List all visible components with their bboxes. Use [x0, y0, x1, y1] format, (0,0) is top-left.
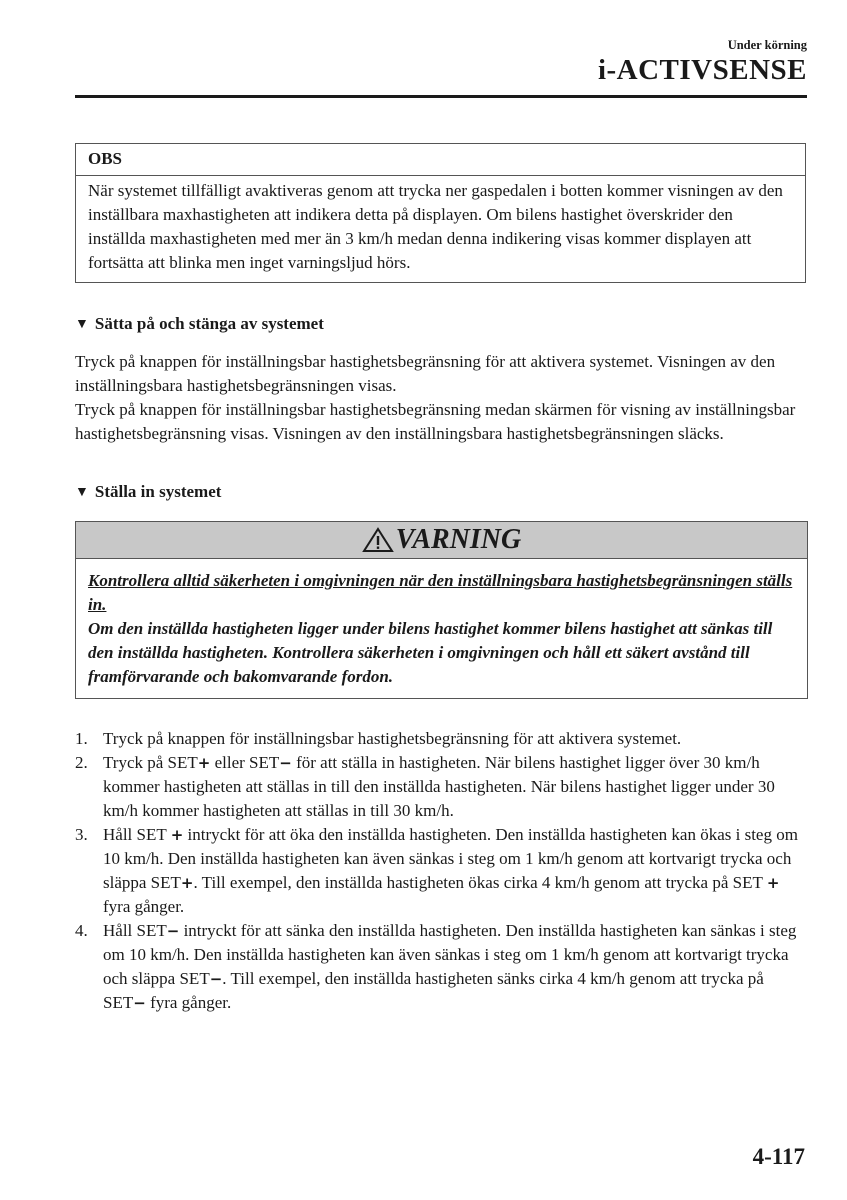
step-text: . Till exempel, den inställda hastigheten sänks cirka 4 km/h genom att trycka på SET — [103, 969, 764, 1012]
minus-icon: − — [279, 754, 292, 772]
plus-icon: + — [170, 826, 184, 844]
step-text: Håll SET — [103, 921, 167, 940]
plus-icon: + — [766, 874, 780, 892]
running-header-title: i-ACTIVSENSE — [597, 54, 807, 86]
step-text: intryckt för att sänka den inställda hastigheten. Den inställda hastigheten kan sänkas i steg om 10 km/h. Den inställda hastigheten kan även sänkas i steg om 1 km/h genom att kortvarigt trycka och släppa SET — [103, 921, 797, 988]
minus-icon: − — [209, 970, 223, 988]
step-text: Tryck på SET — [103, 753, 198, 772]
obs-title: OBS — [76, 144, 805, 176]
step-item — [75, 823, 810, 919]
obs-note-box — [75, 143, 806, 283]
step-number: 4. — [75, 921, 88, 940]
step-text: för att ställa in hastigheten. När bilens hastighet ligger över 30 km/h kommer hastigheten att ställas in till den inställda hastigheten. När bilens hastighet ligger under 30 km/h kommer hastigheten att ställas in till 30 km/h. — [103, 753, 775, 820]
plus-icon: + — [180, 874, 194, 892]
plus-icon: + — [197, 754, 211, 772]
running-header-section: Under körning — [727, 38, 807, 52]
warning-body — [76, 559, 807, 698]
step-text: Håll SET — [103, 825, 167, 844]
step-text: intryckt för att öka den inställda hastigheten. Den inställda hastigheten kan ökas i steg om 10 km/h. Den inställda hastigheten kan även sänkas i steg om 1 km/h genom att kortvarigt trycka och släppa SET — [103, 825, 798, 892]
section-heading-setup — [75, 482, 221, 502]
instruction-steps — [75, 727, 810, 1015]
warning-box — [75, 521, 808, 699]
paragraph-activate: Tryck på knappen för inställningsbar hastighetsbegränsning för att aktivera systemet. Visningen av den inställningsbara hastighetsbegränsningen visas. — [75, 352, 776, 395]
step-text: fyra gånger. — [150, 993, 232, 1012]
minus-icon: − — [166, 922, 180, 940]
section-heading-on-off — [75, 314, 324, 334]
warning-triangle-icon — [362, 527, 394, 553]
step-item — [75, 751, 810, 823]
warning-header — [76, 522, 807, 559]
step-number: 1. — [75, 729, 88, 748]
step-item — [75, 727, 810, 751]
paragraph-deactivate: Tryck på knappen för inställningsbar hastighetsbegränsning medan skärmen för visning av inställningsbar hastighetsbegränsning visas. Visningen av den inställningsbara hastighetsbegränsningen släcks. — [75, 400, 796, 443]
obs-body: När systemet tillfälligt avaktiveras genom att trycka ner gaspedalen i botten kommer visningen av den inställbara maxhastigheten att indikera detta på displayen. Om bilens hastighet överskrider den inställda maxhastigheten med mer än 3 km/h medan denna indikering visas kommer displayen att fortsätta att blinka men inget varningsljud hörs. — [88, 181, 783, 272]
step-item — [75, 919, 810, 1015]
step-number: 3. — [75, 825, 88, 844]
section-heading-text: Ställa in systemet — [94, 482, 222, 501]
section-heading-text: Sätta på och stänga av systemet — [94, 314, 324, 333]
triangle-down-icon: ▼ — [75, 317, 89, 332]
warning-underlined-text: Kontrollera alltid säkerheten i omgivningen när den inställningsbara hastighetsbegränsningen ställs in. — [88, 571, 793, 614]
header-divider — [75, 95, 807, 98]
warning-title: VARNING — [395, 524, 522, 555]
step-text: Tryck på knappen för inställningsbar hastighetsbegränsning för att aktivera systemet. — [103, 729, 682, 748]
minus-icon: − — [133, 994, 146, 1012]
step-number: 2. — [75, 753, 88, 772]
page-number: 4-117 — [752, 1144, 805, 1169]
triangle-down-icon: ▼ — [75, 485, 89, 500]
step-text: eller SET — [214, 753, 280, 772]
step-text: fyra gånger. — [103, 897, 185, 916]
warning-text: Om den inställda hastigheten ligger under bilens hastighet kommer bilens hastighet att sänkas till den inställda hastigheten. Kontrollera säkerheten i omgivningen och håll ett säkert avstånd till framförvarande och bakomvarande fordon. — [88, 619, 773, 686]
step-text: . Till exempel, den inställda hastigheten ökas cirka 4 km/h genom att trycka på SET — [193, 873, 763, 892]
